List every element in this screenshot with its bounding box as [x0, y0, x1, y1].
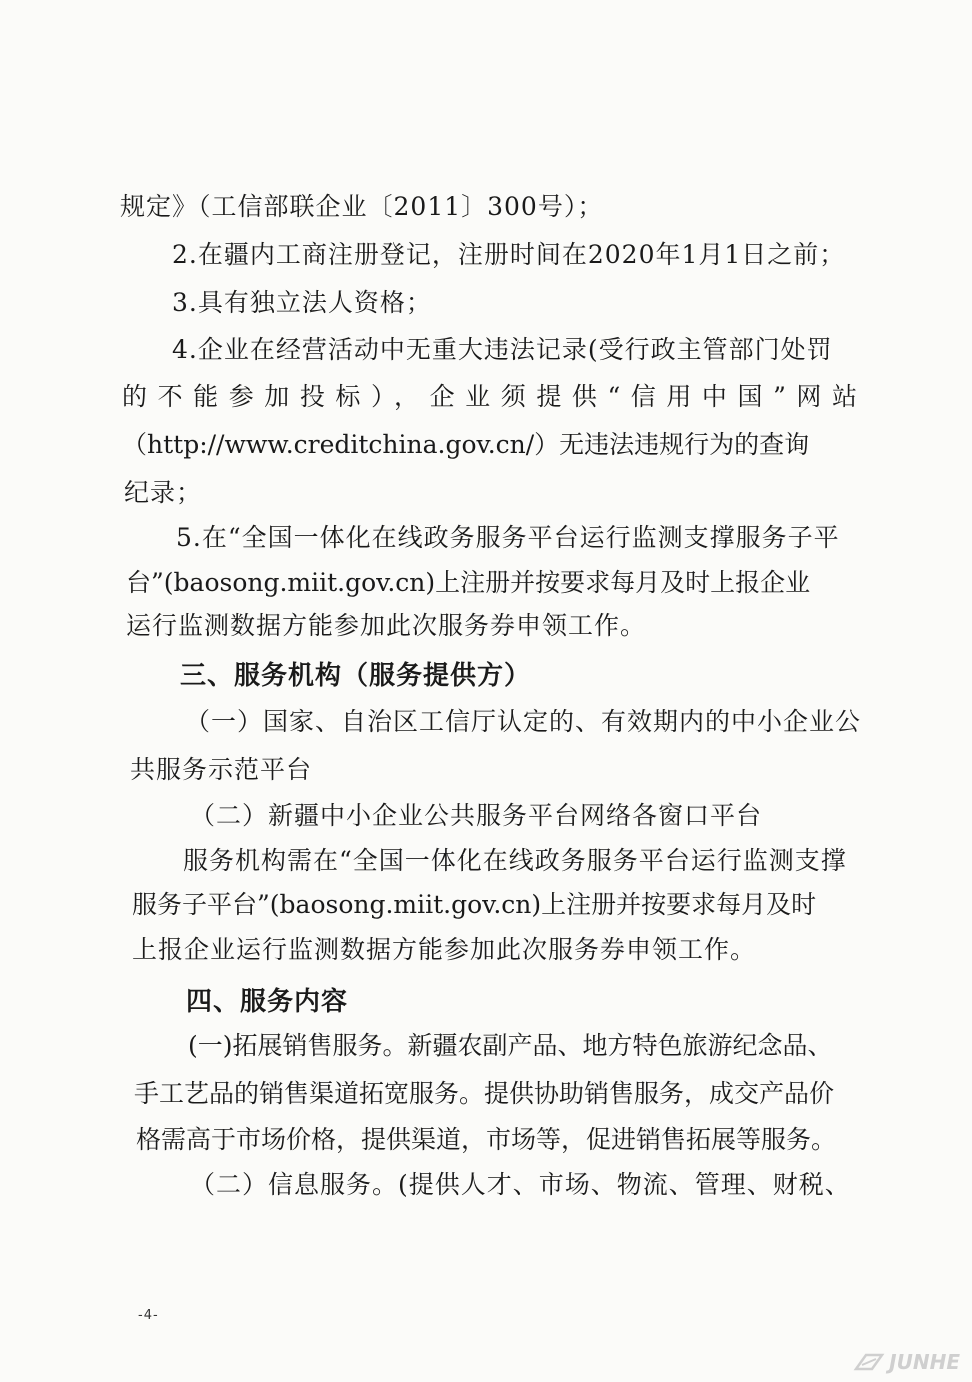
text-line: 上报企业运行监测数据方能参加此次服务券申领工作。	[132, 935, 757, 964]
section-heading: 三、服务机构（服务提供方）	[180, 661, 532, 691]
text-line: 格需高于市场价格，提供渠道，市场等，促进销售拓展等服务。	[136, 1125, 837, 1154]
text-line: 规定》（工信部联企业〔2011〕300号）；	[120, 192, 604, 221]
text-line: 的不能参加投标），企业须提供“信用中国”网站	[122, 382, 857, 411]
text-line: 手工艺品的销售渠道拓宽服务。提供协助销售服务，成交产品价	[134, 1079, 835, 1108]
section-heading: 四、服务内容	[186, 987, 349, 1017]
text-line: (一)拓展销售服务。新疆农副产品、地方特色旅游纪念品、	[188, 1031, 833, 1060]
text-line: 5.在“全国一体化在线政务服务平台运行监测支撑服务子平	[176, 523, 840, 552]
text-line: （二）新疆中小企业公共服务平台网络各窗口平台	[190, 801, 763, 830]
page-number: -4-	[138, 1308, 159, 1323]
text-line: （二）信息服务。(提供人才、市场、物流、管理、财税、	[190, 1170, 851, 1199]
text-line: （http://www.creditchina.gov.cn/）无违法违规行为的查询	[122, 430, 810, 459]
text-line: 运行监测数据方能参加此次服务券申领工作。	[126, 611, 647, 640]
junhe-watermark	[852, 1350, 960, 1374]
text-line: 共服务示范平台	[130, 755, 313, 784]
text-line: （一）国家、自治区工信厅认定的、有效期内的中小企业公	[185, 707, 862, 736]
text-line: 台”(baosong.miit.gov.cn)上注册并按要求每月及时上报企业	[126, 568, 811, 597]
text-line: 服务子平台”(baosong.miit.gov.cn)上注册并按要求每月及时	[132, 890, 817, 919]
text-line: 4.企业在经营活动中无重大违法记录(受行政主管部门处罚	[172, 335, 833, 364]
text-line: 纪录；	[124, 478, 203, 507]
text-line: 服务机构需在“全国一体化在线政务服务平台运行监测支撑	[183, 846, 847, 875]
junhe-logo-icon	[852, 1351, 886, 1373]
watermark-text: JUNHE	[889, 1350, 960, 1374]
text-line: 3.具有独立法人资格；	[172, 288, 432, 317]
text-line: 2.在疆内工商注册登记，注册时间在2020年1月1日之前；	[172, 240, 846, 269]
